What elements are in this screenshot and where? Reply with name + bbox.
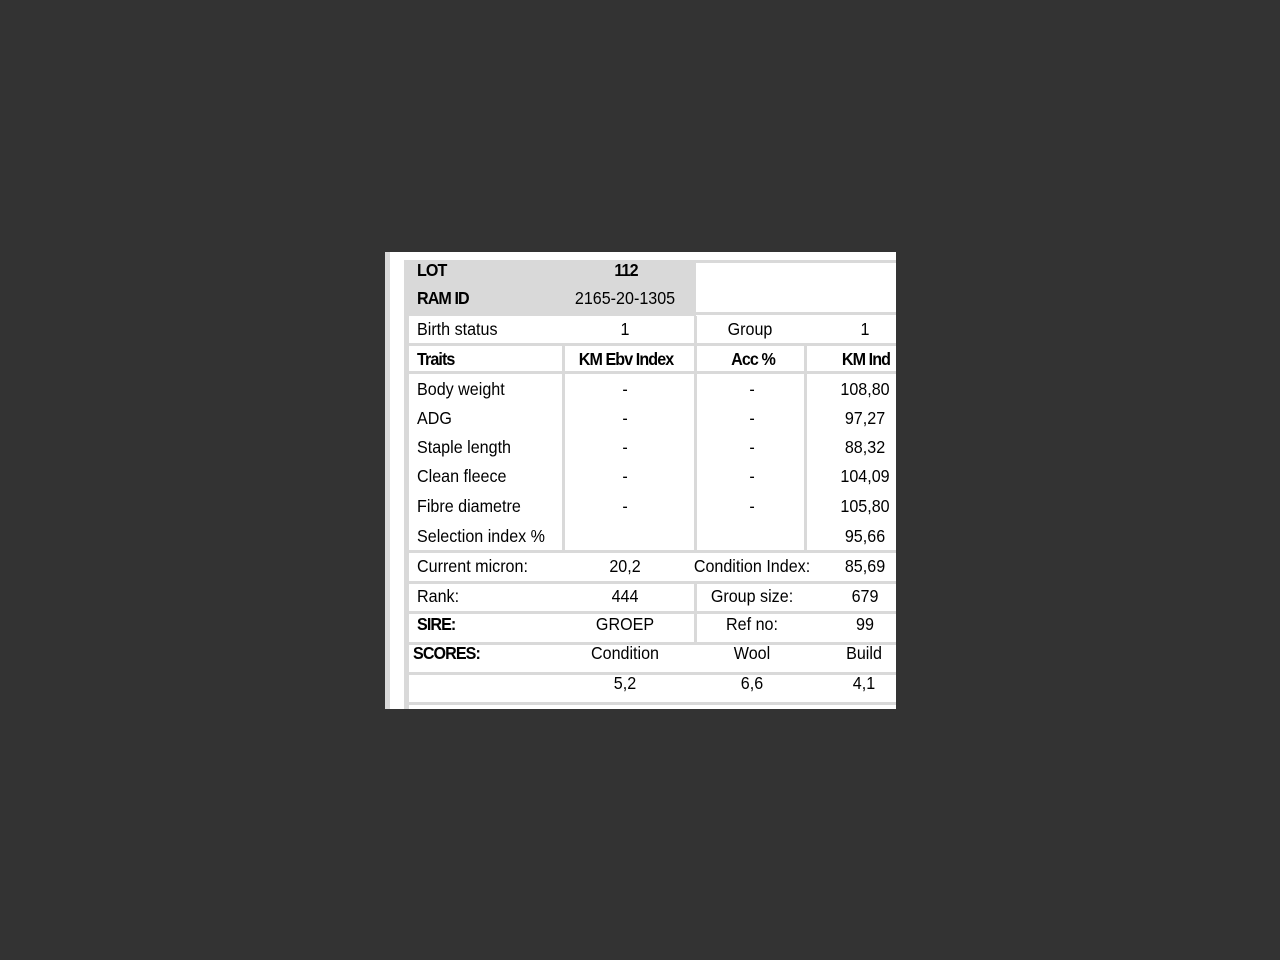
ref-no-label: Ref no: xyxy=(726,614,778,634)
group-value: 1 xyxy=(860,319,870,339)
trait-ind: 97,27 xyxy=(844,408,886,428)
trait-acc: - xyxy=(749,408,755,428)
trait-acc: - xyxy=(749,466,755,486)
column-header-traits: Traits xyxy=(417,349,455,369)
trait-ind: 95,66 xyxy=(844,526,886,546)
trait-ind: 104,09 xyxy=(840,466,890,486)
trait-ind: 105,80 xyxy=(840,496,890,516)
current-micron-label: Current micron: xyxy=(417,556,528,576)
grid-line xyxy=(694,316,697,346)
trait-ebv: - xyxy=(622,466,628,486)
grid-line xyxy=(409,550,896,553)
ram-id-label: RAM ID xyxy=(417,288,469,308)
grid-line xyxy=(409,702,896,705)
grid-line xyxy=(409,581,896,584)
trait-name: Body weight xyxy=(417,379,505,399)
grid-line xyxy=(694,581,697,644)
rank-label: Rank: xyxy=(417,586,460,606)
lot-label: LOT xyxy=(417,260,447,280)
group-label: Group xyxy=(727,319,773,339)
trait-ind: 88,32 xyxy=(844,437,886,457)
trait-acc: - xyxy=(749,496,755,516)
trait-acc: - xyxy=(749,437,755,457)
trait-acc: - xyxy=(749,379,755,399)
condition-index-value: 85,69 xyxy=(844,556,886,576)
grid-line xyxy=(696,260,896,263)
ref-no-value: 99 xyxy=(856,614,874,634)
trait-name: Fibre diametre xyxy=(417,496,521,516)
left-edge-bar xyxy=(385,252,390,709)
trait-ebv: - xyxy=(622,496,628,516)
rank-value: 444 xyxy=(611,586,639,606)
scores-label: SCORES: xyxy=(413,643,480,663)
sire-label: SIRE: xyxy=(417,614,456,634)
ram-record-card xyxy=(385,252,896,709)
grid-line xyxy=(696,312,896,315)
ram-id-value: 2165-20-1305 xyxy=(574,288,676,308)
birth-status-label: Birth status xyxy=(417,319,498,339)
trait-ebv: - xyxy=(622,408,628,428)
grid-line xyxy=(409,371,896,374)
group-size-label: Group size: xyxy=(710,586,794,606)
lot-value: 112 xyxy=(614,260,638,280)
grid-line xyxy=(804,343,807,553)
sire-value: GROEP xyxy=(595,614,655,634)
grid-line xyxy=(694,343,697,553)
grid-line xyxy=(562,343,565,553)
score-value-wool: 6,6 xyxy=(740,673,764,693)
group-size-value: 679 xyxy=(851,586,879,606)
score-value-build: 4,1 xyxy=(852,673,876,693)
birth-status-value: 1 xyxy=(620,319,630,339)
current-micron-value: 20,2 xyxy=(609,556,641,576)
grid-line xyxy=(409,343,896,346)
score-value-condition: 5,2 xyxy=(613,673,637,693)
score-header-wool: Wool xyxy=(733,643,771,663)
grid-line xyxy=(409,672,896,675)
condition-index-label: Condition Index: xyxy=(693,556,811,576)
trait-ebv: - xyxy=(622,437,628,457)
column-header-ind: KM Ind xyxy=(841,349,891,369)
score-header-build: Build xyxy=(846,643,882,663)
trait-ebv: - xyxy=(622,379,628,399)
column-header-ebv: KM Ebv Index xyxy=(578,349,674,369)
column-header-acc: Acc % xyxy=(731,349,775,369)
trait-ind: 108,80 xyxy=(840,379,890,399)
trait-name: ADG xyxy=(417,408,452,428)
trait-name: Staple length xyxy=(417,437,511,457)
trait-name: Clean fleece xyxy=(417,466,507,486)
trait-name: Selection index % xyxy=(417,526,545,546)
score-header-condition: Condition xyxy=(590,643,660,663)
